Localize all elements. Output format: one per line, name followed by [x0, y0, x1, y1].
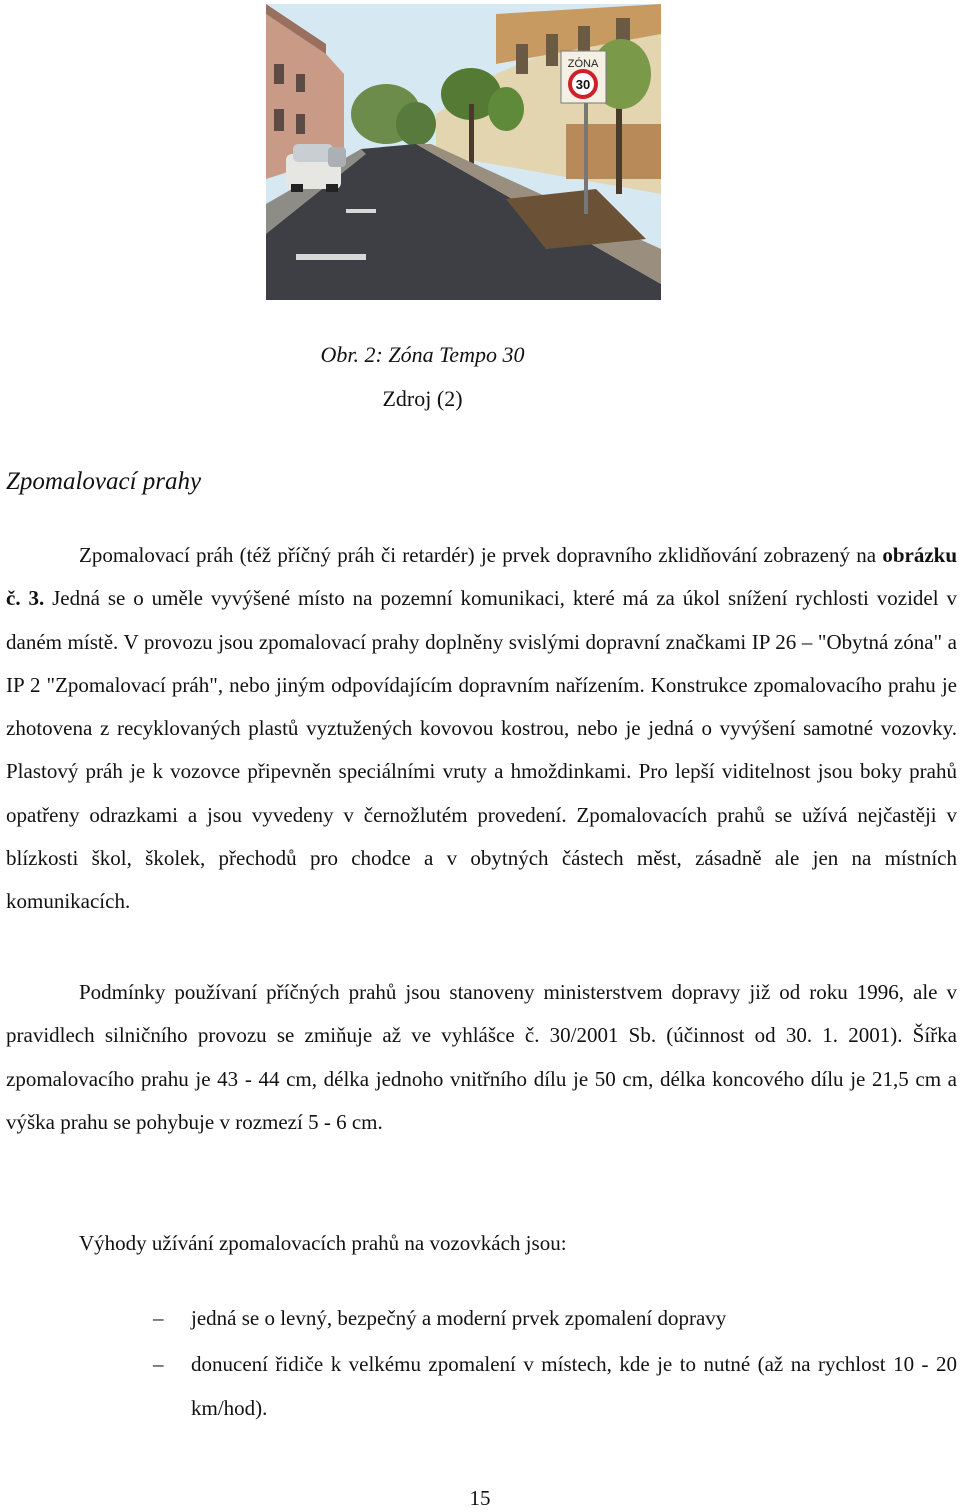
sign-label: ZÓNA: [567, 58, 599, 70]
figure-source: Zdroj (2): [382, 386, 463, 411]
list-item: [0, 1342, 957, 1430]
street-photo: [266, 4, 661, 300]
page-number: 15: [469, 1486, 491, 1510]
figure-caption: Obr. 2: Zóna Tempo 30: [320, 342, 525, 367]
paragraph-regulations: Podmínky používaní příčných prahů jsou stanoveny ministerstvem dopravy již od roku 1996, ale v pravidlech silničního provozu se zmiňuje až ve vyhlášce č. 30/2001 Sb. (účinnost od 30. 1. 2001). Šířka zpomalovacího prahu je 43 - 44 cm, délka jednoho vnitřního dílu je 50 cm, délka koncového dílu je 21,5 cm a výška prahu se pohybuje v rozmezí 5 - 6 cm.: [6, 980, 957, 1134]
paragraph-speed-bumps: [6, 534, 957, 924]
list-item: [0, 1296, 957, 1340]
figure-reference: obrázku č. 3.: [6, 543, 957, 611]
paragraph-text-start: Zpomalovací práh (též příčný práh či retardér) je prvek dopravního zklidňování zobrazený na: [79, 543, 883, 567]
list-item-text: jedná se o levný, bezpečný a moderní prvek zpomalení dopravy: [191, 1306, 727, 1330]
sign-number: 30: [575, 77, 591, 92]
paragraph-text-end: Jedná se o uměle vyvýšené místo na pozemní komunikaci, které má za úkol snížení rychlosti vozidel v daném místě. V provozu jsou zpomalovací prahy doplněny svislými dopravní značkami IP 26 – "Obytná zóna" a IP 2 "Zpomalovací práh", nebo jiným odpovídajícím dopravním nařízením. Konstrukce zpomalovacího prahu je zhotovena z recyklovaných plastů vyztužených kovovou kostrou, nebo je jedná o vyvýšení samotné vozovky. Plastový práh je k vozovce připevněn speciálními vruty a hmoždinkami. Pro lepší viditelnost jsou boky prahů opatřeny odrazkami a jsou vyvedeny v černožlutém provedení. Zpomalovacích prahů se užívá nejčastěji v blízkosti škol, školek, přechodů pro chodce a v obytných částech měst, zásadně ale jen na místních komunikacích.: [6, 586, 957, 914]
advantages-lead: Výhody užívání zpomalovacích prahů na vozovkách jsou:: [79, 1231, 567, 1255]
list-dash: –: [153, 1352, 164, 1376]
list-item-text: donucení řidiče k velkému zpomalení v místech, kde je to nutné (až na rychlost 10 - 20 km/hod).: [191, 1352, 957, 1420]
advantages-list: [0, 1296, 957, 1430]
section-heading: Zpomalovací prahy: [6, 468, 202, 495]
list-dash: –: [153, 1306, 164, 1330]
